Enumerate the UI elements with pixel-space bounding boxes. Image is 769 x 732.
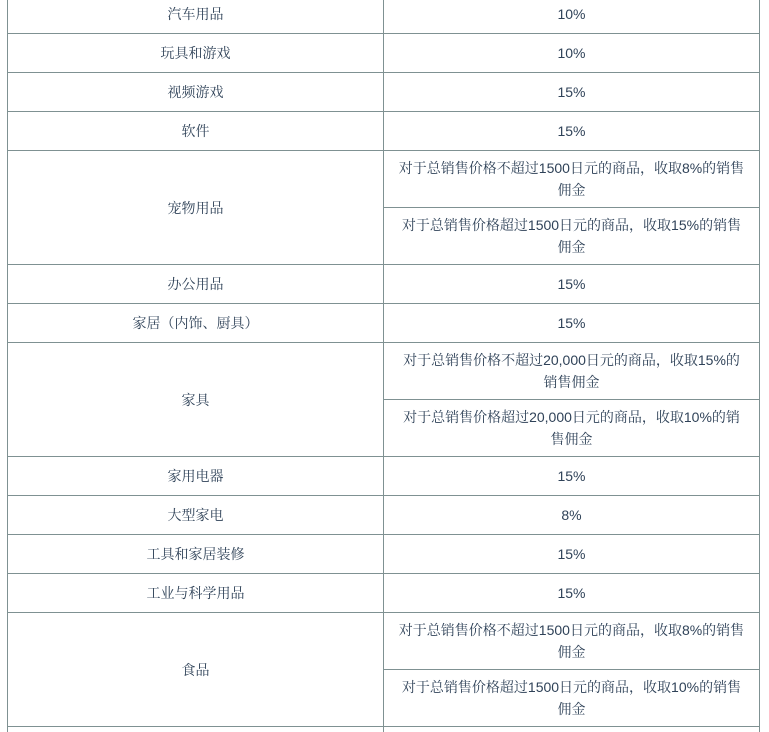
table-row [8,73,760,112]
fee-cell: 15% [384,265,760,304]
fee-table-body [8,0,760,732]
fee-cell: 15% [384,574,760,613]
fee-tier-cell: 对于总销售价格超过1500日元的商品，收取10%的销售佣金 [384,670,760,727]
category-cell: 办公用品 [8,265,384,304]
category-cell: 工具和家居装修 [8,535,384,574]
fee-cell: 10% [384,0,760,34]
fee-tier-cell: 对于总销售价格超过20,000日元的商品，收取10%的销售佣金 [384,400,760,457]
fee-cell: 15% [384,304,760,343]
fee-cell: 15% [384,112,760,151]
fee-tier-cell: 对于总销售价格不超过20,000日元的商品，收取15%的销售佣金 [384,343,760,400]
table-row-cutoff [8,727,760,732]
category-cell: 视频游戏 [8,73,384,112]
category-cell: 家具 [8,343,384,457]
category-cell: 汽车用品 [8,0,384,34]
category-cell: 大型家电 [8,496,384,535]
table-row [8,457,760,496]
fee-cell [384,727,760,732]
table-row [8,112,760,151]
table-row [8,613,760,670]
table-row [8,343,760,400]
fee-tier-cell: 对于总销售价格不超过1500日元的商品，收取8%的销售佣金 [384,613,760,670]
category-cell: 工业与科学用品 [8,574,384,613]
category-cell: 玩具和游戏 [8,34,384,73]
category-cell: 家用电器 [8,457,384,496]
fee-cell: 15% [384,457,760,496]
table-row [8,34,760,73]
fee-cell: 15% [384,535,760,574]
table-row [8,535,760,574]
table-row [8,496,760,535]
fee-cell: 8% [384,496,760,535]
commission-fee-table [7,0,760,732]
table-row [8,265,760,304]
category-cell: 软件 [8,112,384,151]
fee-tier-cell: 对于总销售价格不超过1500日元的商品，收取8%的销售佣金 [384,151,760,208]
category-cell: 家居（内饰、厨具） [8,304,384,343]
table-row [8,574,760,613]
category-cell [8,727,384,732]
category-cell: 宠物用品 [8,151,384,265]
table-row [8,151,760,208]
table-row [8,0,760,34]
fee-cell: 10% [384,34,760,73]
fee-cell: 15% [384,73,760,112]
category-cell: 食品 [8,613,384,727]
fee-tier-cell: 对于总销售价格超过1500日元的商品，收取15%的销售佣金 [384,208,760,265]
table-row [8,304,760,343]
